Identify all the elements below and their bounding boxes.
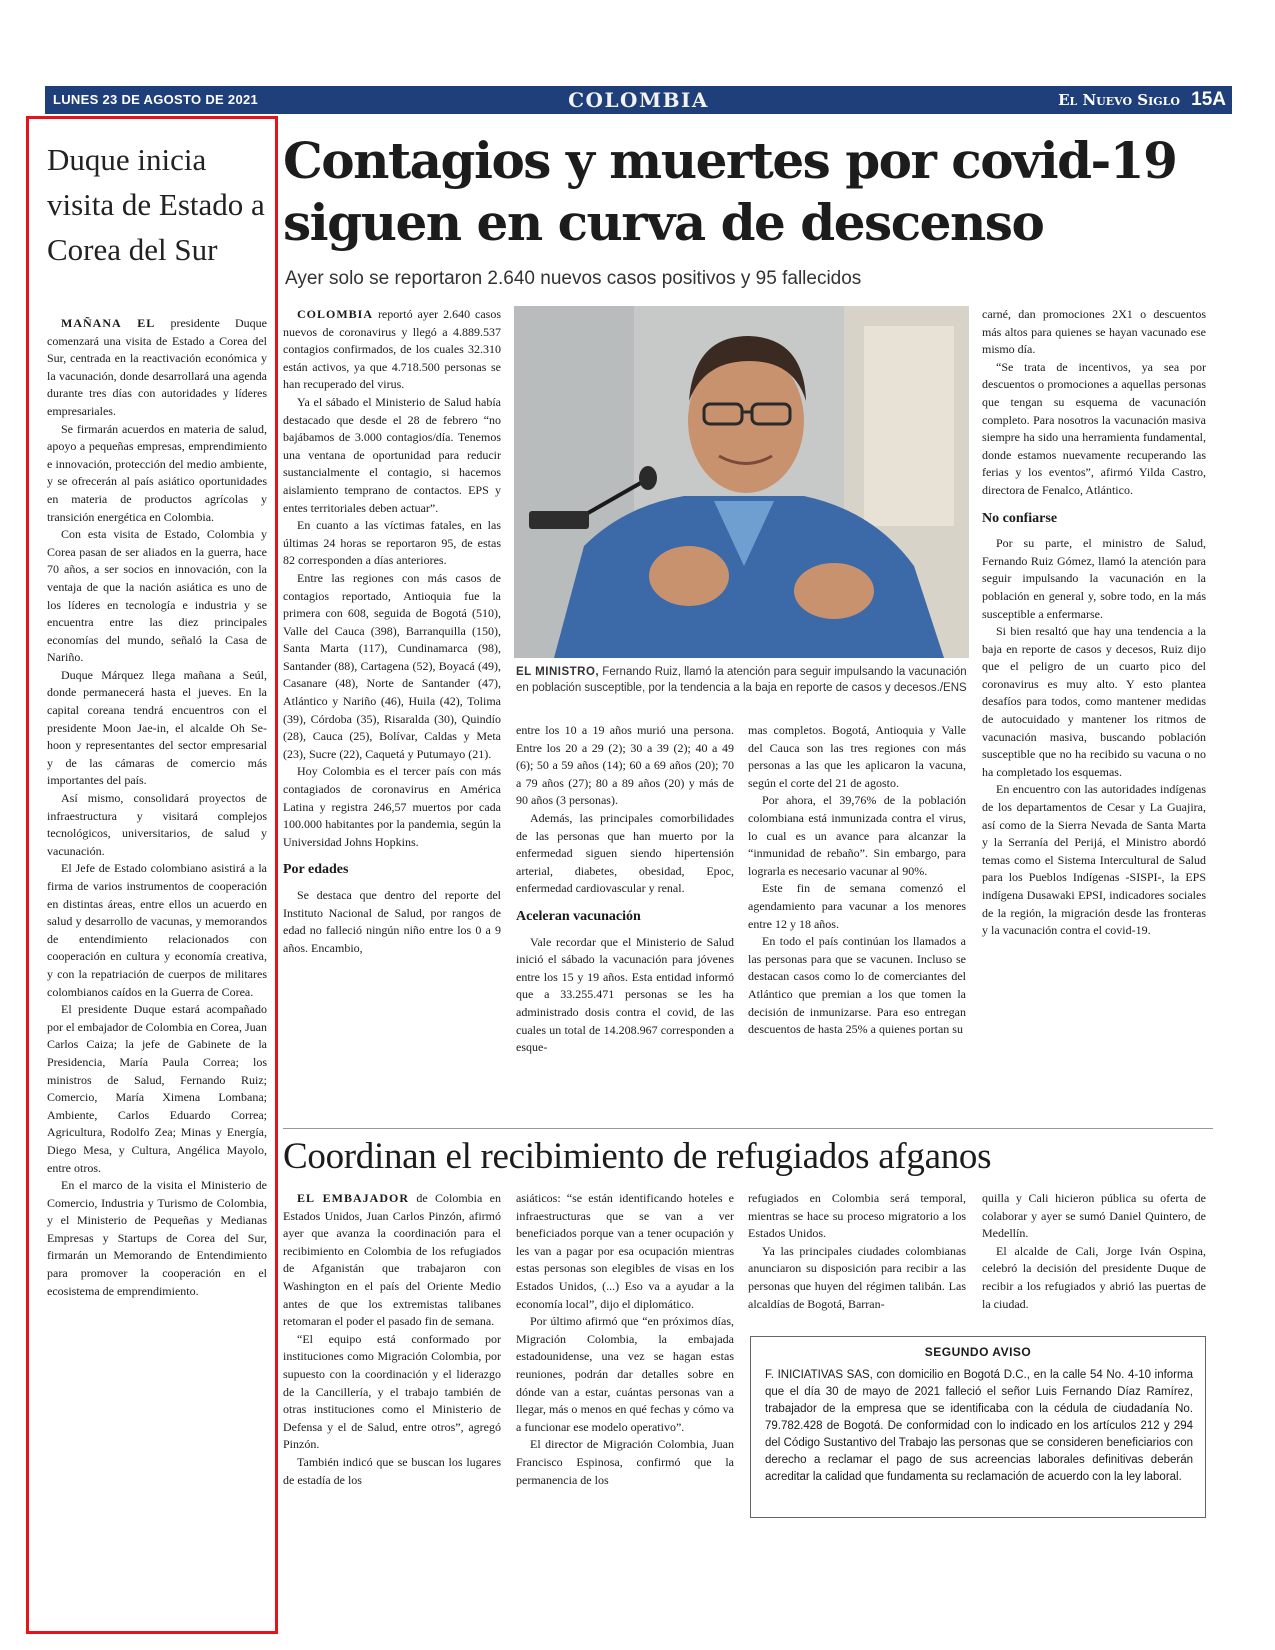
sidebar-headline: Duque inicia visita de Estado a Corea del Sur: [47, 142, 265, 267]
paragraph: Ya el sábado el Ministerio de Salud había destacado que desde el 28 de febrero “no bajábamos de 3.000 contagios/día. Tenemos una ventana de oportunidad para reducir sustancialmente el contagio, si hacemos aislamiento temprano de contactos. EPS y entes territoriales deben actuar”.: [283, 394, 501, 515]
caption-lead: EL MINISTRO,: [516, 666, 600, 678]
paragraph: En todo el país continúan los llamados a las personas para que se vacunen. Incluso se destacan casos como lo de comerciantes del Atlántico que premian a los que tomen la decisión de inmunizarse. Para eso entregan descuentos de hasta 25% a quienes portan su: [748, 934, 966, 1037]
main-column-1: [283, 306, 501, 1116]
paragraph: El alcalde de Cali, Jorge Iván Ospina, celebró la decisión del presidente Duque de recibir a los refugiados y abrió las puertas de la ciudad.: [982, 1243, 1206, 1311]
sidebar-paragraph: Así mismo, consolidará proyectos de infraestructura y visitará complejos tecnológicos, universitarios, de salud y vacunación.: [47, 791, 267, 858]
sidebar-paragraph: En el marco de la visita el Ministerio de Comercio, Industria y Turismo de Colombia, y el Ministerio de Pequeñas y Medianas Empresas y Startups de Corea del Sur, firmarán un Memorando de Entendimiento para promover la cooperación en el ecosistema de emprendimiento.: [47, 1178, 267, 1298]
notice-body: F. INICIATIVAS SAS, con domicilio en Bogotá D.C., en la calle 54 No. 4-10 informa que el día 30 de mayo de 2021 falleció el señor Luis Fernando Díaz Ramírez, trabajador de la empresa que se identificaba con la cédula de ciudadanía No. 79.782.428 de Bogotá. De conformidad con lo indicado en los artículos 212 y 294 del Código Sustantivo del Trabajo las personas que se consideren beneficiarios con derecho a reclamar el pago de sus acreencias laborales definitivas deberán acreditar la calidad que fundamenta su reclamación de acuerdo con la ley laboral.: [765, 1369, 1193, 1483]
paragraph: Además, las principales comorbilidades de las personas que han muerto por la enfermedad siguen siendo hipertensión arterial, diabetes, obesidad, Epoc, enfermedad cardiovascular y renal.: [516, 810, 734, 896]
paragraph: reportó ayer 2.640 casos nuevos de coronavirus y llegó a 4.889.537 contagios confirmados, de los cuales 32.310 están activos, ya que 4.718.500 personas se han recuperado del virus.: [283, 307, 501, 392]
main-column-2: [516, 722, 734, 1116]
paragraph: Hoy Colombia es el tercer país con más contagiados de coronavirus en América Latina y registra 246,57 muertos por cada 100.000 habitantes por la pandemia, según la Universidad Johns Hopkins.: [283, 764, 501, 849]
main-headline: Contagios y muertes por covid-19 siguen en curva de descenso: [283, 131, 1177, 252]
page-header: [45, 86, 1232, 114]
paragraph: quilla y Cali hicieron pública su oferta de colaborar y ayer se sumó Daniel Quintero, de Medellín.: [982, 1191, 1206, 1241]
paragraph: “El equipo está conformado por instituciones como Migración Colombia, por supuesto con la coordinación y el liderazgo de la Cancillería, y el trabajo también de otras instituciones como el Ministerio de Defensa y el de Salud, entre otros”, agregó Pinzón.: [283, 1331, 501, 1452]
notice-title: SEGUNDO AVISO: [924, 1345, 1032, 1359]
paragraph: El director de Migración Colombia, Juan Francisco Espinosa, confirmó que la permanencia de los: [516, 1437, 734, 1487]
paragraph: También indicó que se buscan los lugares de estadía de los: [283, 1454, 501, 1487]
photo-caption: [516, 664, 971, 696]
second-headline: Coordinan el recibimiento de refugiados afganos: [283, 1136, 992, 1177]
sidebar-article: [26, 116, 278, 1634]
main-column-4: [982, 306, 1206, 1116]
paragraph: Este fin de semana comenzó el agendamiento para vacunar a los menores entre 12 y 18 años.: [748, 881, 966, 931]
divider: [283, 1128, 1213, 1129]
paragraph: mas completos. Bogotá, Antioquia y Valle del Cauca son las tres regiones con más personas a las que les aplicaron la vacuna, según el corte del 21 de agosto.: [748, 723, 966, 790]
paragraph: de Colombia en Estados Unidos, Juan Carlos Pinzón, afirmó ayer que avanza la coordinación para el recibimiento en Colombia de los refugiados de Afganistán que trabajaron con Washington en el país del Oriente Medio antes de que los extremistas talibanes retomaran el poder el pasado fin de semana.: [283, 1191, 501, 1329]
issue-date: LUNES 23 DE AGOSTO DE 2021: [53, 92, 259, 107]
minister-photo: [514, 306, 969, 658]
subhead-no-confiarse: No confiarse: [982, 510, 1058, 526]
paragraph: carné, dan promociones 2X1 o descuentos más altos para quienes se hayan vacunado ese mismo día.: [982, 307, 1206, 357]
caption-text: Fernando Ruiz, llamó la atención para seguir impulsando la vacunación en población susceptible, por la tendencia a la baja en reporte de casos y decesos./ENS: [516, 666, 967, 694]
section-title: COLOMBIA: [568, 88, 709, 112]
legal-notice-box: [750, 1336, 1206, 1518]
main-lead: COLOMBIA: [297, 307, 374, 321]
paragraph: Por último afirmó que “en próximos días, Migración Colombia, la embajada estadounidense, una vez se hagan estas reuniones, podrán dar detalles sobre en dónde van a estar, cuántas personas van a llegar, más o menos en qué fechas y cómo va a funcionar ese modelo operativo”.: [516, 1314, 734, 1434]
paragraph: Por ahora, el 39,76% de la población colombiana está inmunizada contra el virus, lo cual es un avance para alcanzar la “inmunidad de rebaño”. Sin embargo, para lograrla es necesario vacunar al 90%.: [748, 793, 966, 878]
paragraph: Vale recordar que el Ministerio de Salud inició el sábado la vacunación para jóvenes entre los 15 y 19 años. Esta entidad informó que a 33.255.471 personas se les ha administrado dosis contra el covid, de las cuales un total de 14.208.967 corresponden a esque-: [516, 934, 734, 1055]
subhead-aceleran-vacunacion: Aceleran vacunación: [516, 908, 641, 924]
sidebar-lead: MAÑANA EL: [61, 316, 156, 330]
newspaper-name: El Nuevo Siglo: [1058, 91, 1180, 109]
paragraph: entre los 10 a 19 años murió una persona. Entre los 20 a 29 (2); 30 a 39 (2); 40 a 49 (6); 50 a 59 años (14); 60 a 69 años (20); 70 a 79 años (27); 80 a 89 años (20) y más de 90 años (3 personas).: [516, 723, 734, 808]
sidebar-paragraph: Se firmarán acuerdos en materia de salud, apoyo a pequeñas empresas, emprendimiento e innovación, protección del medio ambiente, y se ofrecerán al país asiático oportunidades en materia de productos agrícolas y transición energética en Colombia.: [47, 421, 267, 524]
paragraph: Si bien resaltó que hay una tendencia a la baja en reporte de casos y decesos, Ruiz dijo que el peligro de un cuarto pico del coronavirus es muy alto. Y esto plantea desafíos para todos, como mantener medidas de autocuidado y mantener los ritmos de vacunación masiva, buscando población susceptible que no ha recibido su vacuna o no ha completado los esquemas.: [982, 624, 1206, 779]
page-number: 15A: [1191, 89, 1226, 110]
second-column-4: [982, 1190, 1206, 1320]
paragraph: Se destaca que dentro del reporte del Instituto Nacional de Salud, por rangos de edad no falleció ningún niño entre los 0 a 9 años. Encambio,: [283, 888, 501, 955]
paragraph: En cuanto a las víctimas fatales, en las últimas 24 horas se reportaron 95, de estas 82 corresponden a días anteriores.: [283, 518, 501, 568]
sidebar-paragraph: Con esta visita de Estado, Colombia y Corea pasan de ser aliados en la guerra, hace 70 años, a ser socios en innovación, con la ventaja de que la nación asiática es uno de los líderes en tecnología e industria y se encuentra entre las diez principales economías del mundo, señaló la Casa de Nariño.: [47, 527, 267, 665]
sidebar-paragraph: Duque Márquez llega mañana a Seúl, donde permanecerá hasta el jueves. En la capital coreana tendrá encuentros con el presidente Moon Jae-in, el alcalde Oh Se-hoon y representantes del sector empresarial y de las cámaras de comercio más importantes del país.: [47, 667, 267, 788]
sidebar-paragraph: presidente Duque comenzará una visita de Estado a Corea del Sur, centrada en la reactivación económica y la vacunación, donde desarrollará una agenda durante tres días con autoridades y líderes empresariales.: [47, 316, 267, 418]
sidebar-paragraph: El Jefe de Estado colombiano asistirá a la firma de varios instrumentos de cooperación en distintas áreas, entre ellos un acuerdo en salud y desarrollo de vacunas, y memorandos de entendimiento relacionados con cooperación en cultura y economía creativa, y con la repatriación de cuerpos de militares colombianos caídos en la Guerra de Corea.: [47, 861, 267, 999]
paragraph: refugiados en Colombia será temporal, mientras se hace su proceso migratorio a los Estados Unidos.: [748, 1191, 966, 1241]
subhead-por-edades: Por edades: [283, 862, 349, 878]
paragraph: Por su parte, el ministro de Salud, Fernando Ruiz Gómez, llamó la atención para seguir impulsando la vacunación en la población en general y, sobre todo, en la más susceptible a enfermarse.: [982, 536, 1206, 621]
paragraph: Ya las principales ciudades colombianas anunciaron su disposición para recibir a las personas que huyen del régimen talibán. Las alcaldías de Bogotá, Barran-: [748, 1243, 966, 1311]
paragraph: “Se trata de incentivos, ya sea por descuentos o promociones a aquellas personas que tengan su esquema de vacunación completo. Para nosotros la vacunación masiva siempre ha sido una herramienta fundamental, donde estamos nuevamente recuperando las ferias y los eventos”, afirmó Yilda Castro, directora de Fenalco, Atlántico.: [982, 359, 1206, 497]
second-column-1: [283, 1190, 501, 1520]
paragraph: En encuentro con las autoridades indígenas de los departamentos de Cesar y La Guajira, así como de la Sierra Nevada de Santa Marta y la Serranía del Perijá, el Ministro abordó temas como el Sistema Intercultural de Salud para los Pueblos Indígenas -SISPI-, la EPS indígena Dusawaki EPSI, indicadores sociales de la región, la migración desde las fronteras y la vacunación contra el covid-19.: [982, 782, 1206, 938]
paragraph: asiáticos: “se están identificando hoteles e infraestructuras que se van a ver beneficiados porque van a tener ocupación y les van a pagar por esa ocupación mientras estas personas son elegibles de visas en los Estados Unidos, (...) Eso va a ayudar a la economía local”, dijo el diplomático.: [516, 1191, 734, 1311]
paragraph: Entre las regiones con más casos de contagios reportado, Antioquia fue la primera con 608, seguida de Bogotá (510), Valle del Cauca (398), Barranquilla (150), Santa Marta (117), Cundinamarca (98), Santander (88), Cartagena (52), Boyacá (49), Casanare (48), Norte de Santander (47), Atlántico y Nariño (46), Huila (42), Tolima (39), Córdoba (35), Risaralda (30), Quindío (28), Cauca (25), Bolívar, Caldas y Meta (23), Sucre (22), Caquetá y Putumayo (21).: [283, 570, 501, 761]
second-lead: EL EMBAJADOR: [297, 1191, 410, 1205]
sidebar-body: [47, 315, 267, 1615]
sidebar-paragraph: El presidente Duque estará acompañado por el embajador de Colombia en Corea, Juan Carlos Caiza; la jefe de Gabinete de la Presidencia, María Paula Correa; los ministros de Salud, Fernando Ruiz; Comercio, María Ximena Lombana; Ambiente, Carlos Eduardo Correa; Agricultura, Rodolfo Zea; Minas y Energía, Diego Mesa, y Cultura, Angélica Mayolo, entre otros.: [47, 1002, 267, 1175]
second-column-3: [748, 1190, 966, 1320]
minister-photo-illustration: [514, 306, 969, 658]
second-column-2: [516, 1190, 734, 1520]
main-deck: Ayer solo se reportaron 2.640 nuevos casos positivos y 95 fallecidos: [285, 268, 862, 289]
main-column-3: [748, 722, 966, 1116]
